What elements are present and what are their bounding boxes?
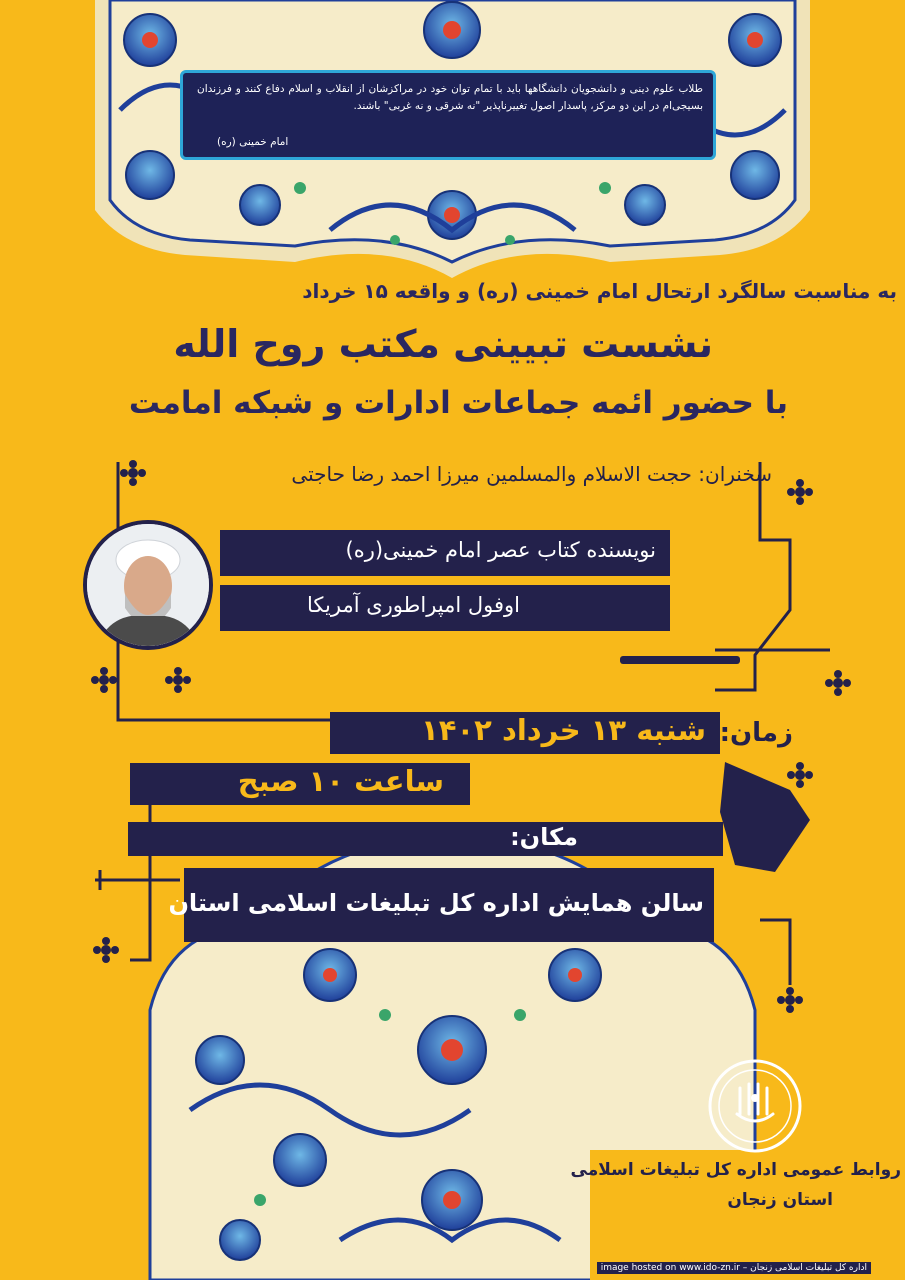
speaker-credit-2: اوفول امپراطوری آمریکا (307, 593, 520, 617)
speaker-line: سخنران: حجت الاسلام والمسلمین میرزا احمد رضا حاجتی (291, 462, 772, 486)
speaker-photo (83, 520, 213, 650)
event-date: شنبه ۱۳ خرداد ۱۴۰۲ (421, 713, 706, 747)
footer-org-line-2: استان زنجان (727, 1190, 833, 1210)
occasion-line: به مناسبت سالگرد ارتحال امام خمینی (ره) و واقعه ۱۵ خرداد (302, 279, 897, 303)
organization-logo (707, 1058, 803, 1154)
quote-author: امام خمینی (ره) (217, 136, 289, 148)
credit-box-2 (220, 585, 670, 631)
venue-box (168, 868, 714, 942)
speaker-portrait-icon (87, 524, 209, 646)
speaker-credit-1: نویسنده کتاب عصر امام خمینی(ره) (345, 538, 656, 562)
event-hour: ساعت ۱۰ صبح (237, 764, 444, 798)
place-bar (128, 822, 723, 856)
quote-box (180, 70, 716, 160)
footer-org-line-1: روابط عمومی اداره کل تبلیغات اسلامی (570, 1160, 901, 1180)
event-venue: سالن همایش اداره کل تبلیغات اسلامی استان (168, 889, 704, 917)
event-title: نشست تبیینی مکتب روح الله (173, 322, 713, 366)
credit-box-1 (220, 530, 670, 576)
hour-box (130, 763, 470, 805)
time-label: زمان: (719, 718, 793, 748)
event-subtitle: با حضور ائمه جماعات ادارات و شبکه امامت (128, 385, 788, 421)
place-label: مکان: (510, 823, 578, 851)
quote-text: طلاب علوم دینی و دانشجویان دانشگاهها باید با تمام توان خود در مراکزشان از انقلاب و اسلام دفاع کنند و فرزندان بسیجی‌ام در این دو مرکز، پاسدار اصول تغییرناپذیر "نه شرقی و نه غربی" باشند. (197, 83, 703, 112)
date-box (330, 712, 720, 754)
footer-hosted-note: image hosted on www.ido-zn.ir – اداره کل تبلیغات اسلامی زنجان (597, 1262, 871, 1274)
